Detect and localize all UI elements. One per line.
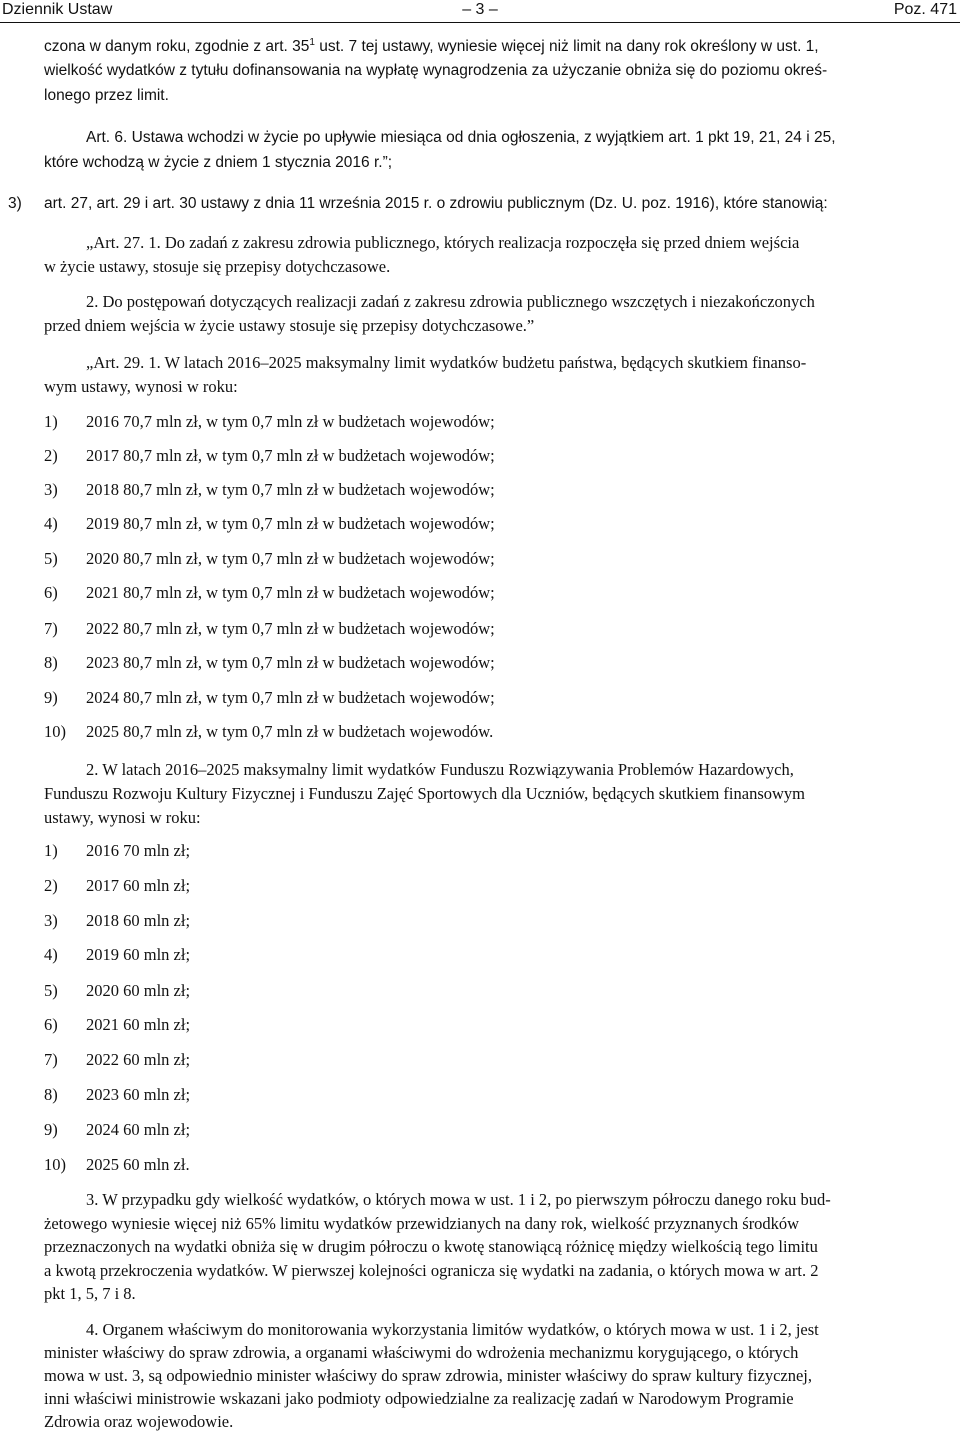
article-29-line: Funduszu Rozwoju Kultury Fizycznej i Funduszu Zajęć Sportowych dla Uczniów, będących skutkiem finansowym	[44, 784, 805, 803]
list-item: 2022 80,7 mln zł, w tym 0,7 mln zł w budżetach wojewodów;	[86, 619, 495, 638]
article-29-line: przeznaczonych na wydatki obniża się w drugim półroczu o kwotę stanowiącą różnicę między wielkością tego limitu	[44, 1237, 818, 1256]
article-29-line: pkt 1, 5, 7 i 8.	[44, 1284, 136, 1303]
article-29-line: inni właściwi ministrowie wskazani jako podmioty odpowiedzialne za realizację zadań w Narodowym Programie	[44, 1389, 794, 1408]
article-29-line: ustawy, wynosi w roku:	[44, 808, 201, 827]
list-item: 2024 60 mln zł;	[86, 1120, 191, 1139]
list-item-number: 5)	[44, 549, 58, 568]
list-item-number: 4)	[44, 514, 58, 533]
article-27-line: 2. Do postępowań dotyczących realizacji zadań z zakresu zdrowia publicznego wszczętych i niezakończonych	[86, 292, 815, 311]
list-item-number: 2)	[44, 446, 58, 465]
article-6-line: które wchodzą w życie z dniem 1 stycznia 2016 r.”;	[44, 154, 393, 171]
position-number: Poz. 471	[893, 1, 957, 18]
list-item-number: 6)	[44, 583, 58, 602]
article-29-line: 4. Organem właściwym do monitorowania wykorzystania limitów wydatków, o których mowa w ust. 1 i 2, jest	[86, 1320, 819, 1339]
list-item: 2017 60 mln zł;	[86, 876, 191, 895]
article-29-line: Zdrowia oraz wojewodowie.	[44, 1412, 234, 1431]
point-3-text: art. 27, art. 29 i art. 30 ustawy z dnia 11 września 2015 r. o zdrowiu publicznym (Dz. U. poz. 1916), które stanowią:	[44, 195, 828, 212]
list-item: 2024 80,7 mln zł, w tym 0,7 mln zł w budżetach wojewodów;	[86, 688, 495, 707]
article-29-line: mowa w ust. 3, są odpowiednio minister właściwy do spraw zdrowia, minister właściwy do spraw kultury fizycznej,	[44, 1366, 813, 1385]
list-item: 2020 80,7 mln zł, w tym 0,7 mln zł w budżetach wojewodów;	[86, 549, 495, 568]
list-item-number: 4)	[44, 945, 58, 964]
list-item-number: 1)	[44, 412, 58, 431]
point-number: 3)	[8, 195, 22, 212]
list-item: 2025 80,7 mln zł, w tym 0,7 mln zł w budżetach wojewodów.	[86, 722, 494, 741]
list-item-number: 7)	[44, 1050, 58, 1069]
article-27-line: w życie ustawy, stosuje się przepisy dotychczasowe.	[44, 257, 391, 276]
article-27-line: przed dniem wejścia w życie ustawy stosuje się przepisy dotychczasowe.”	[44, 316, 535, 335]
list-item-number: 7)	[44, 619, 58, 638]
list-item: 2016 70 mln zł;	[86, 841, 191, 860]
list-item-number: 9)	[44, 1120, 58, 1139]
list-item-number: 10)	[44, 722, 66, 741]
list-item-number: 9)	[44, 688, 58, 707]
list-item: 2019 80,7 mln zł, w tym 0,7 mln zł w budżetach wojewodów;	[86, 514, 495, 533]
page-header	[0, 0, 960, 23]
list-item-number: 6)	[44, 1015, 58, 1034]
article-29-line: „Art. 29. 1. W latach 2016–2025 maksymalny limit wydatków budżetu państwa, będących skutkiem finanso-	[86, 353, 807, 372]
page-number: – 3 –	[462, 1, 498, 18]
text-line: wielkość wydatków z tytułu dofinansowania na wypłatę wynagrodzenia za użyczanie obniża się do poziomu okreś-	[44, 62, 828, 79]
list-item-number: 1)	[44, 841, 58, 860]
list-item-number: 2)	[44, 876, 58, 895]
list-item-number: 3)	[44, 911, 58, 930]
list-item: 2018 80,7 mln zł, w tym 0,7 mln zł w budżetach wojewodów;	[86, 480, 495, 499]
text-line: lonego przez limit.	[44, 87, 169, 104]
text-line: czona w danym roku, zgodnie z art. $35^1$ ust. 7 tej ustawy, wyniesie więcej niż limit na dany rok określony w ust. 1,	[44, 37, 819, 55]
list-item: 2023 80,7 mln zł, w tym 0,7 mln zł w budżetach wojewodów;	[86, 653, 495, 672]
list-item: 2018 60 mln zł;	[86, 911, 191, 930]
list-item-number: 10)	[44, 1155, 66, 1174]
article-29-line: wym ustawy, wynosi w roku:	[44, 377, 238, 396]
list-item: 2019 60 mln zł;	[86, 945, 191, 964]
article-29-line: a kwotą przekroczenia wydatków. W pierwszej kolejności ogranicza się wydatki na zadania, o których mowa w art. 2	[44, 1261, 819, 1280]
article-29-line: 2. W latach 2016–2025 maksymalny limit wydatków Funduszu Rozwiązywania Problemów Hazardowych,	[86, 760, 794, 779]
list-item-number: 8)	[44, 1085, 58, 1104]
list-item-number: 5)	[44, 981, 58, 1000]
list-item: 2023 60 mln zł;	[86, 1085, 191, 1104]
article-29-line: żetowego wyniesie więcej niż 65% limitu wydatków przewidzianych na dany rok, wielkość przyznanych środków	[44, 1214, 800, 1233]
article-6-line: Art. 6. Ustawa wchodzi w życie po upływie miesiąca od dnia ogłoszenia, z wyjątkiem art. 1 pkt 19, 21, 24 i 25,	[86, 129, 836, 146]
list-item: 2021 80,7 mln zł, w tym 0,7 mln zł w budżetach wojewodów;	[86, 583, 495, 602]
journal-title: Dziennik Ustaw	[2, 1, 113, 18]
article-29-line: 3. W przypadku gdy wielkość wydatków, o których mowa w ust. 1 i 2, po pierwszym półroczu danego roku bud-	[86, 1190, 831, 1209]
list-item: 2017 80,7 mln zł, w tym 0,7 mln zł w budżetach wojewodów;	[86, 446, 495, 465]
list-item: 2016 70,7 mln zł, w tym 0,7 mln zł w budżetach wojewodów;	[86, 412, 495, 431]
article-29-line: minister właściwy do spraw zdrowia, a organami właściwymi do wdrożenia mechanizmu korygującego, o których	[44, 1343, 799, 1362]
list-item: 2021 60 mln zł;	[86, 1015, 191, 1034]
list-item-number: 3)	[44, 480, 58, 499]
list-item-number: 8)	[44, 653, 58, 672]
list-item: 2025 60 mln zł.	[86, 1155, 190, 1174]
list-item: 2022 60 mln zł;	[86, 1050, 191, 1069]
list-item: 2020 60 mln zł;	[86, 981, 191, 1000]
article-27-line: „Art. 27. 1. Do zadań z zakresu zdrowia publicznego, których realizacja rozpoczęła się przed dniem wejścia	[86, 233, 800, 252]
superscript: 1	[309, 37, 315, 48]
